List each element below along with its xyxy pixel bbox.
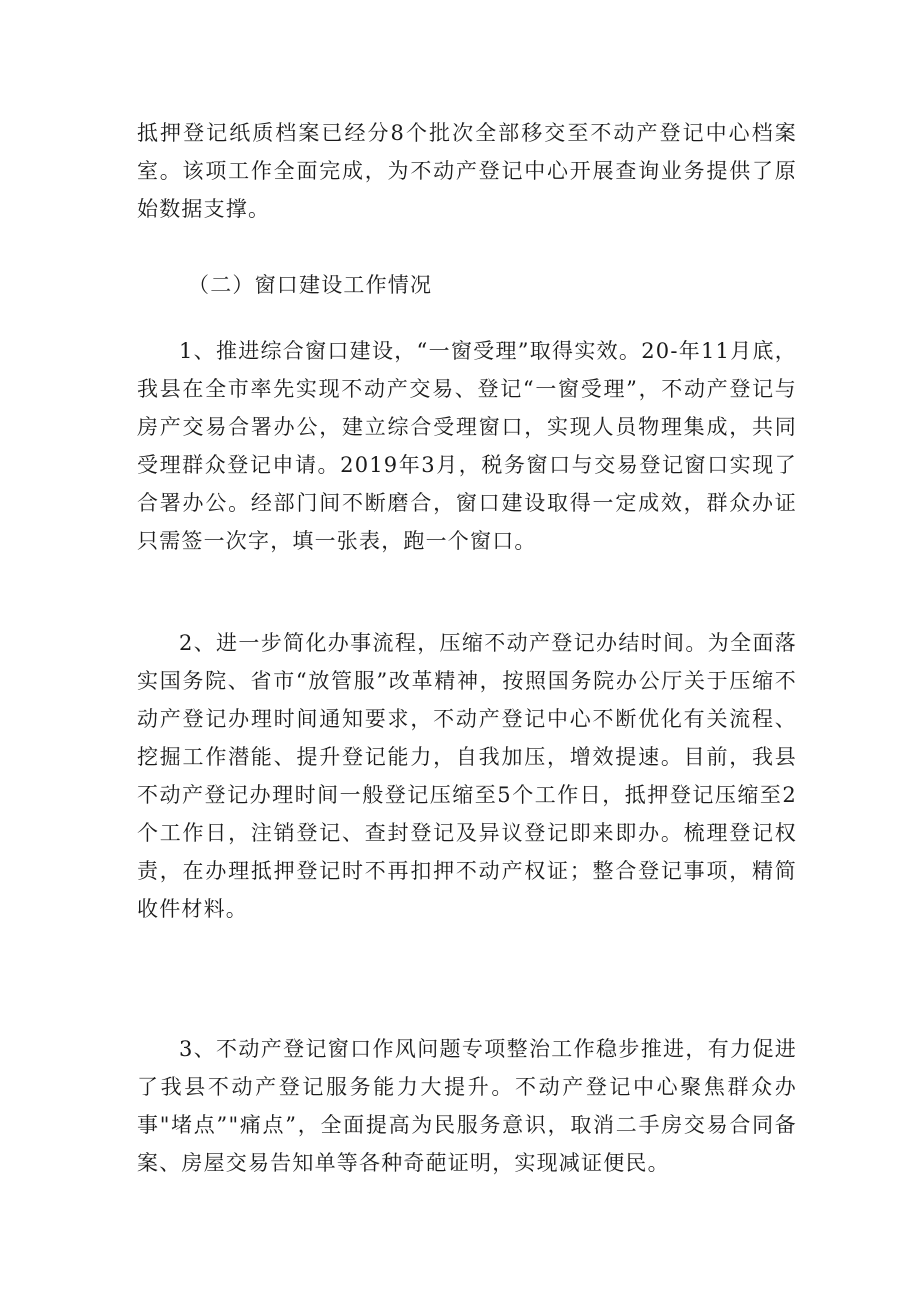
item-paragraph-1: 1、推进综合窗口建设，“一窗受理”取得实效。20-年11月底，我县在全市率先实现不动产交易、登记“一窗受理”，不动产登记与房产交易合署办公，建立综合受理窗口，实现人员物理集成，共同受理群众登记申请。2019年3月，税务窗口与交易登记窗口实现了合署办公。经部门间不断磨合，窗口建设取得一定成效，群众办证只需签一次字，填一张表，跑一个窗口。 xyxy=(137,339,797,553)
section-heading: （二）窗口建设工作情况 xyxy=(188,273,433,297)
intro-paragraph: 抵押登记纸质档案已经分8个批次全部移交至不动产登记中心档案室。该项工作全面完成，为不动产登记中心开展查询业务提供了原始数据支撑。 xyxy=(137,121,797,221)
item-paragraph-2: 2、进一步简化办事流程，压缩不动产登记办结时间。为全面落实国务院、省市“放管服”改革精神，按照国务院办公厅关于压缩不动产登记办理时间通知要求，不动产登记中心不断优化有关流程、挖掘工作潜能、提升登记能力，自我加压，增效提速。目前，我县不动产登记办理时间一般登记压缩至5个工作日，抵押登记压缩至2个工作日，注销登记、查封登记及异议登记即来即办。梳理登记权责，在办理抵押登记时不再扣押不动产权证；整合登记事项，精简收件材料。 xyxy=(137,631,797,921)
item-paragraph-3: 3、不动产登记窗口作风问题专项整治工作稳步推进，有力促进了我县不动产登记服务能力大提升。不动产登记中心聚焦群众办事"堵点”"痛点”，全面提高为民服务意识，取消二手房交易合同备案、房屋交易告知单等各种奇葩证明，实现减证便民。 xyxy=(137,1037,797,1175)
